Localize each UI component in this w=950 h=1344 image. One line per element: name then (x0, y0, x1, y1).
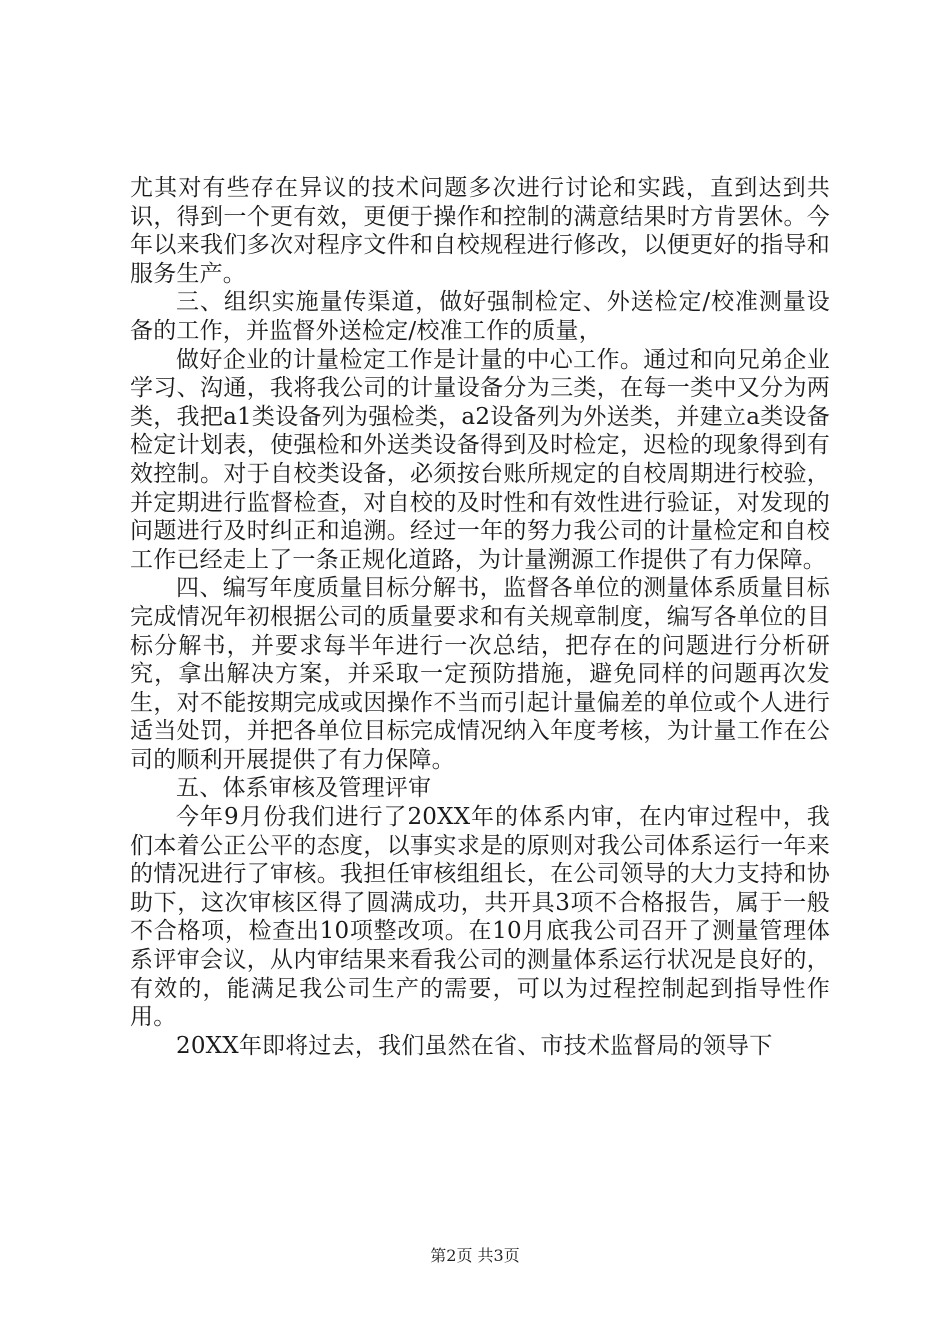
page-number-footer: 第2页 共3页 (430, 1246, 520, 1265)
paragraph-section-5-heading: 五、体系审核及管理评审 (176, 775, 432, 802)
paragraph-6: 今年9月份我们进行了20XX年的体系内审，在内审过程中，我们本着公正公平的态度，以事实求是的原则对我公司体系运行一年来的情况进行了审核。我担任审核组组长，在公司领导的大力支持和协助下，这次审核区得了圆满成功，共开具3项不合格报告，属于一般不合格项，检查出10项整改项。在10月底我公司召开了测量管理体系评审会议，从内审结果来看我公司的测量体系运行状况是良好的，有效的，能满足我公司生产的需要，可以为过程控制起到指导性作用。 (130, 804, 830, 1031)
paragraph-3: 做好企业的计量检定工作是计量的中心工作。通过和向兄弟企业学习、沟通，我将我公司的计量设备分为三类，在每一类中又分为两类，我把a1类设备列为强检类，a2设备列为外送类，并建立a类设备检定计划表，使强检和外送类设备得到及时检定，迟检的现象得到有效控制。对于自校类设备，必须按台账所规定的自校周期进行校验，并定期进行监督检查，对自校的及时性和有效性进行验证，对发现的问题进行及时纠正和追溯。经过一年的努力我公司的计量检定和自校工作已经走上了一条正规化道路，为计量溯源工作提供了有力保障。 (130, 346, 830, 573)
document-body (130, 174, 830, 1060)
paragraph-section-4: 四、编写年度质量目标分解书，监督各单位的测量体系质量目标完成情况年初根据公司的质量要求和有关规章制度，编写各单位的目标分解书，并要求每半年进行一次总结，把存在的问题进行分析研究，拿出解决方案，并采取一定预防措施，避免同样的问题再次发生，对不能按期完成或因操作不当而引起计量偏差的单位或个人进行适当处罚，并把各单位目标完成情况纳入年度考核，为计量工作在公司的顺利开展提供了有力保障。 (130, 575, 830, 773)
paragraph-section-3-heading: 三、组织实施量传渠道，做好强制检定、外送检定/校准测量设备的工作，并监督外送检定/校准工作的质量， (130, 289, 830, 344)
paragraph-1: 尤其对有些存在异议的技术问题多次进行讨论和实践，直到达到共识，得到一个更有效，更便于操作和控制的满意结果时方肯罢休。今年以来我们多次对程序文件和自校规程进行修改，以便更好的指导和服务生产。 (130, 175, 830, 287)
paragraph-7: 20XX年即将过去，我们虽然在省、市技术监督局的领导下 (176, 1032, 773, 1059)
